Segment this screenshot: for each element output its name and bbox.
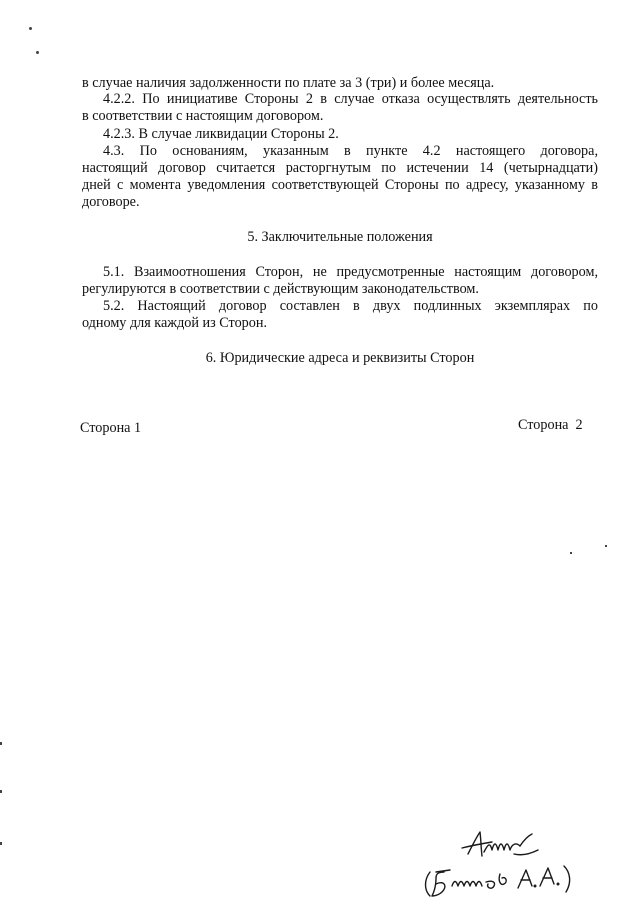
text-line: настоящий договор считается расторгнутым по истечении 14 (четырнадцати)	[82, 160, 598, 176]
text-line: в случае наличия задолженности по плате за 3 (три) и более месяца.	[82, 75, 495, 91]
section-heading: 5. Заключительные положения	[247, 229, 433, 245]
handwritten-signature	[410, 820, 585, 900]
text-line: 4.2.3. В случае ликвидации Стороны 2.	[103, 126, 339, 142]
scan-dot	[0, 842, 2, 845]
text-line: 4.2.2. По инициативе Стороны 2 в случае отказа осуществлять деятельность	[103, 91, 598, 107]
text-line: регулируются в соответствии с действующим законодательством.	[82, 281, 479, 297]
text-line: в соответствии с настоящим договором.	[82, 108, 324, 124]
text-line: дней с момента уведомления соответствующей Стороны по адресу, указанному в	[82, 177, 598, 193]
scan-dot	[570, 552, 572, 554]
scan-dot	[36, 51, 39, 54]
text-line: одному для каждой из Сторон.	[82, 315, 267, 331]
text-line: 4.3. По основаниям, указанным в пункте 4.2 настоящего договора,	[103, 143, 598, 159]
text-line: 5.2. Настоящий договор составлен в двух подлинных экземплярах по	[103, 298, 598, 314]
party-2-label: Сторона 2	[518, 417, 583, 433]
scan-dot	[29, 27, 32, 30]
scan-dot	[0, 742, 2, 745]
scan-dot	[605, 545, 607, 547]
party-1-label: Сторона 1	[80, 420, 142, 436]
text-line: договоре.	[82, 194, 140, 210]
scan-dot	[0, 790, 2, 793]
section-heading: 6. Юридические адреса и реквизиты Сторон	[205, 350, 475, 366]
text-line: 5.1. Взаимоотношения Сторон, не предусмотренные настоящим договором,	[103, 264, 598, 280]
